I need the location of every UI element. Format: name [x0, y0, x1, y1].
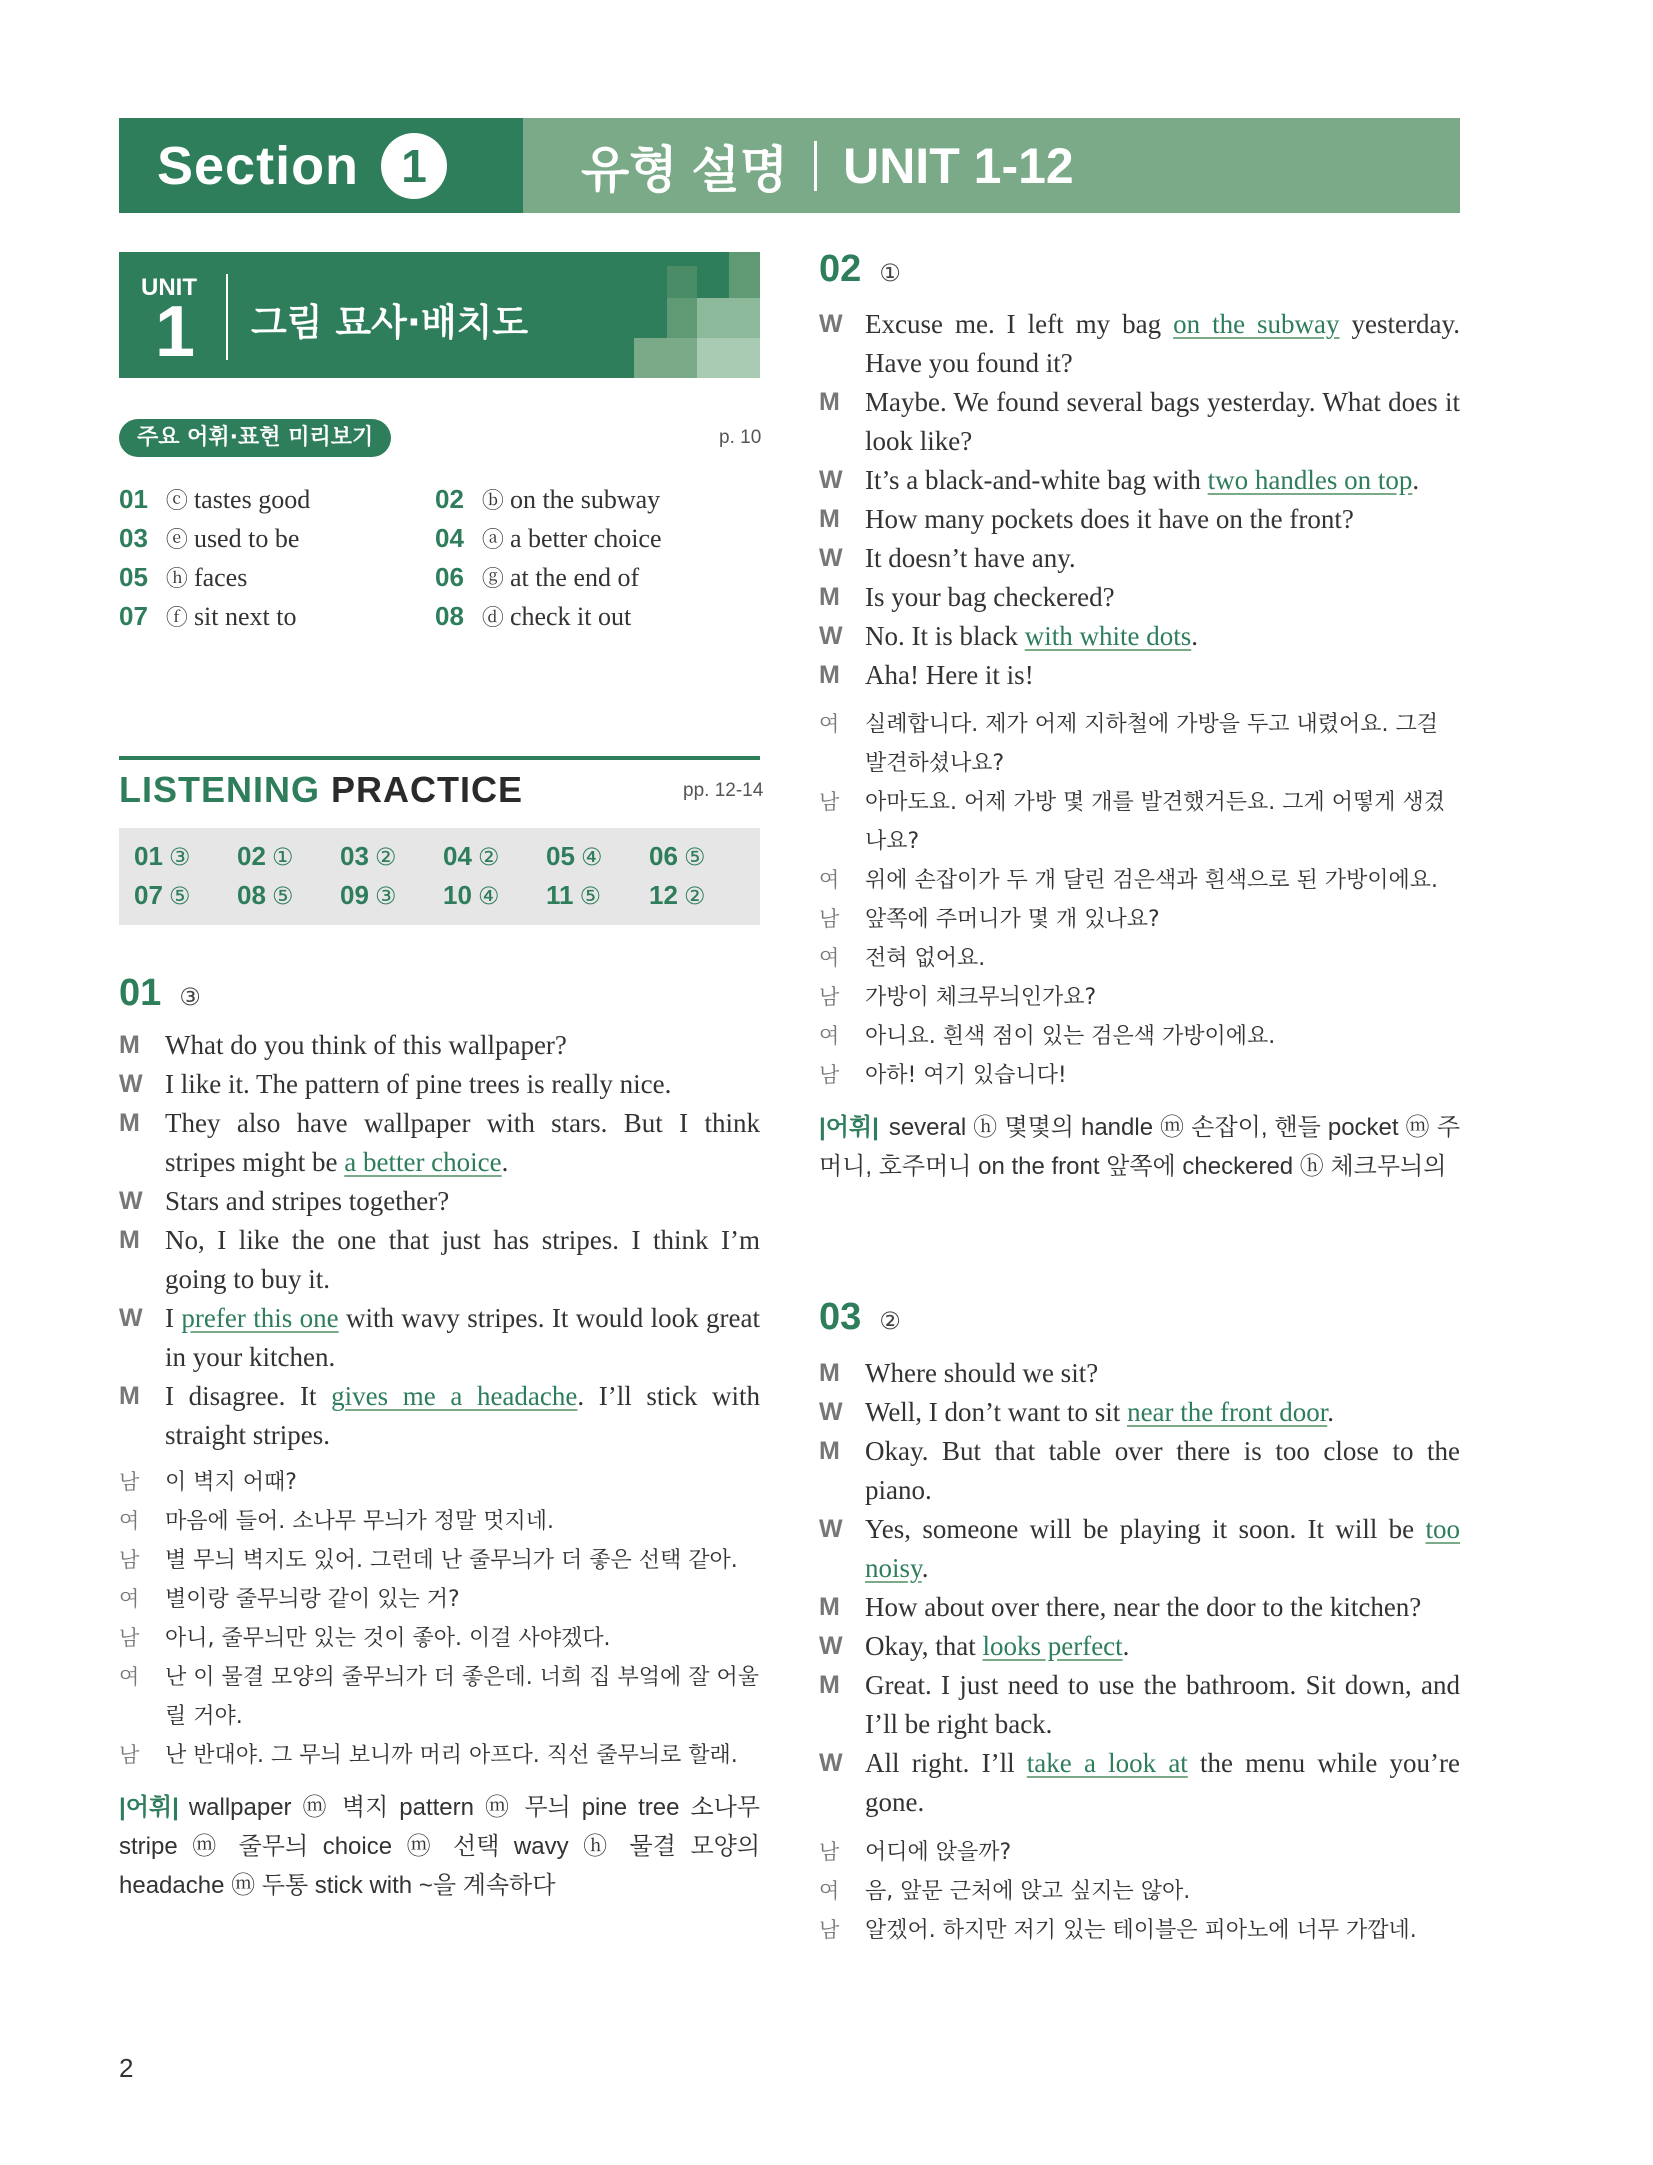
answer-item: 05 ④ — [546, 841, 603, 871]
vocab-item: 05 ⓗ faces — [119, 562, 248, 592]
type-title: 유형 설명 — [581, 141, 789, 198]
decor-square — [697, 338, 760, 378]
dialogue-line: M Where should we sit? — [819, 1358, 1099, 1388]
section-number-badge: 1 — [381, 133, 447, 199]
question-header: 01 ③ — [119, 972, 201, 1014]
answer-item: 11 ⑤ — [546, 880, 602, 910]
dialogue-line: W It’s a black-and-white bag with two handles on top. — [819, 465, 1420, 495]
vocab-preview-title: 주요 어휘·표현 미리보기 — [119, 419, 391, 457]
vocab-item: 04 ⓐ a better choice — [435, 523, 662, 553]
dialogue-line: W No. It is black with white dots. — [819, 621, 1198, 651]
vocab-preview-page: p. 10 — [719, 427, 762, 448]
section-label-block — [119, 118, 523, 213]
dialogue-line: M Great. I just need to use the bathroom. Sit down, and I’ll be right back. — [819, 1670, 1460, 1739]
translation-line: 여 별이랑 줄무늬랑 같이 있는 거? — [119, 1587, 460, 1612]
unit-number: 1 — [155, 292, 196, 372]
page-number: 2 — [119, 2053, 134, 2083]
vocab-item: 01 ⓒ tastes good — [119, 484, 311, 514]
vocab-note: |어휘| wallpaper ⓜ 벽지 pattern ⓜ 무늬 pine tree 소나무 stripe ⓜ 줄무늬 choice ⓜ 선택 wavy ⓗ 물결 모양의 headache ⓜ 두통 stick with ~을 계속하다 — [119, 1794, 760, 1899]
decor-square — [667, 266, 697, 298]
translation-line: 여 난 이 물결 모양의 줄무늬가 더 좋은데. 너희 집 부엌에 잘 어울릴 거야. — [119, 1665, 759, 1729]
translation-line: 여 전혀 없어요. — [819, 946, 986, 971]
answer-item: 03 ② — [340, 841, 397, 871]
dialogue-line: W Yes, someone will be playing it soon. It will be too noisy. — [819, 1514, 1460, 1583]
vocab-item: 02 ⓑ on the subway — [435, 484, 661, 514]
dialogue-line: M Okay. But that table over there is too close to the piano. — [819, 1436, 1460, 1505]
answer-item: 06 ⑤ — [649, 841, 706, 871]
unit-divider — [226, 274, 228, 360]
unit-title: 그림 묘사·배치도 — [251, 301, 529, 344]
translation-line: 남 알겠어. 하지만 저기 있는 테이블은 피아노에 너무 가깝네. — [819, 1918, 1417, 1943]
decor-square — [729, 252, 760, 298]
answer-item: 12 ② — [649, 880, 706, 910]
dialogue-line: M I disagree. It gives me a headache. I’ll stick with straight stripes. — [119, 1381, 761, 1450]
answer-item: 04 ② — [443, 841, 500, 871]
translation-line: 남 가방이 체크무늬인가요? — [819, 985, 1097, 1010]
answer-item: 08 ⑤ — [237, 880, 294, 910]
dialogue-line: M Maybe. We found several bags yesterday. What does it look like? — [819, 387, 1460, 456]
dialogue-line: W Stars and stripes together? — [119, 1186, 450, 1216]
vocab-item: 06 ⓖ at the end of — [435, 562, 640, 592]
vocab-item: 07 ⓕ sit next to — [119, 601, 297, 631]
dialogue-line: W I like it. The pattern of pine trees is really nice. — [119, 1069, 672, 1099]
answer-item: 10 ④ — [443, 880, 500, 910]
decor-square — [634, 338, 697, 378]
question-header: 02 ① — [819, 248, 901, 290]
section-title-block — [523, 118, 1460, 213]
decor-square — [667, 298, 697, 338]
dialogue-line: W Well, I don’t want to sit near the front door. — [819, 1397, 1334, 1427]
translation-line: 남 난 반대야. 그 무늬 보니까 머리 아프다. 직선 줄무늬로 할래. — [119, 1743, 738, 1768]
section-header — [119, 118, 1460, 213]
dialogue-line: M Aha! Here it is! — [819, 660, 1034, 690]
decor-square — [697, 298, 760, 338]
answer-item: 01 ③ — [134, 841, 191, 871]
dialogue-line: M What do you think of this wallpaper? — [119, 1030, 567, 1060]
answer-item: 09 ③ — [340, 880, 397, 910]
answer-item: 07 ⑤ — [134, 880, 191, 910]
translation-line: 여 실례합니다. 제가 어제 지하철에 가방을 두고 내렸어요. 그걸 발견하셨나요? — [819, 712, 1438, 776]
dialogue-line: M Is your bag checkered? — [819, 582, 1115, 612]
dialogue-line: W All right. I’ll take a look at the menu while you’re gone. — [819, 1748, 1460, 1817]
translation-line: 여 위에 손잡이가 두 개 달린 검은색과 흰색으로 된 가방이에요. — [819, 868, 1438, 893]
translation-line: 여 마음에 들어. 소나무 무늬가 정말 멋지네. — [119, 1509, 554, 1534]
dialogue-line: W Okay, that looks perfect. — [819, 1631, 1130, 1661]
translation-line: 남 어디에 앉을까? — [819, 1840, 1012, 1865]
dialogue-line: M They also have wallpaper with stars. But I think stripes might be a better choice. — [119, 1108, 760, 1177]
listening-practice-pages: pp. 12-14 — [683, 780, 764, 801]
dialogue-line: M How about over there, near the door to the kitchen? — [819, 1592, 1422, 1622]
unit-range: UNIT 1-12 — [843, 137, 1074, 194]
listening-practice-rule — [119, 756, 760, 760]
vocab-item: 08 ⓓ check it out — [435, 601, 632, 631]
translation-line: 남 아하! 여기 있습니다! — [819, 1063, 1067, 1088]
dialogue-line: M No, I like the one that just has stripes. I think I’m going to buy it. — [119, 1225, 760, 1294]
dialogue-line: W It doesn’t have any. — [819, 543, 1076, 573]
listening-practice-title: LISTENING PRACTICE — [119, 769, 524, 810]
translation-line: 여 음, 앞문 근처에 앉고 싶지는 않아. — [819, 1879, 1191, 1904]
question-header: 03 ② — [819, 1296, 901, 1338]
title-divider — [814, 141, 817, 191]
section-label: Section — [157, 135, 360, 196]
translation-line: 남 아마도요. 어제 가방 몇 개를 발견했거든요. 그게 어떻게 생겼나요? — [819, 790, 1445, 854]
translation-line: 남 아니, 줄무늬만 있는 것이 좋아. 이걸 사야겠다. — [119, 1626, 611, 1651]
translation-line: 남 별 무늬 벽지도 있어. 그런데 난 줄무늬가 더 좋은 선택 같아. — [119, 1548, 738, 1573]
dialogue-line: M How many pockets does it have on the front? — [819, 504, 1354, 534]
dialogue-line: W Excuse me. I left my bag on the subway yesterday. Have you found it? — [819, 309, 1460, 378]
dialogue-line: W I prefer this one with wavy stripes. It would look great in your kitchen. — [119, 1303, 761, 1372]
translation-line: 남 앞쪽에 주머니가 몇 개 있나요? — [819, 907, 1160, 932]
vocab-item: 03 ⓔ used to be — [119, 523, 300, 553]
translation-line: 여 아니요. 흰색 점이 있는 검은색 가방이에요. — [819, 1024, 1276, 1049]
answer-item: 02 ① — [237, 841, 294, 871]
unit-label: UNIT — [141, 274, 197, 301]
unit-banner — [119, 252, 760, 378]
vocab-note: |어휘| several ⓗ 몇몇의 handle ⓜ 손잡이, 핸들 pocket ⓜ 주머니, 호주머니 on the front 앞쪽에 checkered ⓗ 체크무늬의 — [819, 1114, 1460, 1180]
translation-line: 남 이 벽지 어때? — [119, 1470, 297, 1495]
